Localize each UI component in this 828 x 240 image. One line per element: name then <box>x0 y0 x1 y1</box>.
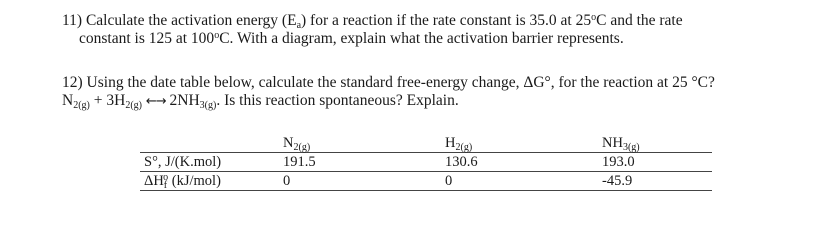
product-nh3: 2NH <box>165 92 200 109</box>
table-cell: 130.6 <box>441 153 598 172</box>
table-header-h2: $H_{2(g)}$ <box>441 134 598 153</box>
q11-text: C and the rate <box>596 12 683 29</box>
table-cell: 0 <box>279 172 441 191</box>
row-label-enthalpy: $\Delta H_f^o$ (kJ/mol) <box>140 172 279 191</box>
table-row <box>140 172 712 191</box>
table-row <box>140 153 712 172</box>
question-12-line-1: 12) Using the date table below, calculate the standard free-energy change, ΔG°, for the reaction at 25 °C? <box>62 74 715 91</box>
degree-mark: o <box>591 12 597 23</box>
q11-text: constant is 125 at 100 <box>79 30 215 47</box>
state-subscript: 3(g) <box>199 100 217 111</box>
table-cell: -45.9 <box>598 172 712 191</box>
question-12 <box>62 74 802 111</box>
reactant-n2: N <box>62 92 74 109</box>
table-cell: 193.0 <box>598 153 712 172</box>
thermo-data-table <box>140 134 712 191</box>
q11-text: 11) Calculate the activation energy (E <box>62 12 297 29</box>
table-corner-cell <box>140 134 279 153</box>
state-subscript: 2(g) <box>125 100 142 111</box>
equilibrium-arrow: ←→ <box>145 94 166 109</box>
question-12-reaction <box>62 92 802 111</box>
table-header-nh3: $NH_{3(g)}$ <box>598 134 712 153</box>
table-header-row <box>140 134 712 153</box>
reactant-h2: + 3H <box>89 92 126 109</box>
q12-question-tail: . Is this reaction spontaneous? Explain. <box>216 92 459 109</box>
table-header-n2: $N_{2(g)}$ <box>279 134 441 153</box>
question-11-line-1 <box>62 12 802 30</box>
q11-subscript: a <box>296 20 302 31</box>
question-11 <box>62 12 802 48</box>
state-subscript: 2(g) <box>73 100 90 111</box>
table-cell: 191.5 <box>279 153 441 172</box>
q11-text: ) for a reaction if the rate constant is 35.0 at 25 <box>301 12 592 29</box>
question-11-line-2 <box>62 30 802 48</box>
row-label-entropy: S°, J/(K.mol) <box>140 153 279 172</box>
q11-text: C. With a diagram, explain what the activation barrier represents. <box>219 30 624 47</box>
table-cell: 0 <box>441 172 598 191</box>
degree-mark: o <box>214 30 220 41</box>
